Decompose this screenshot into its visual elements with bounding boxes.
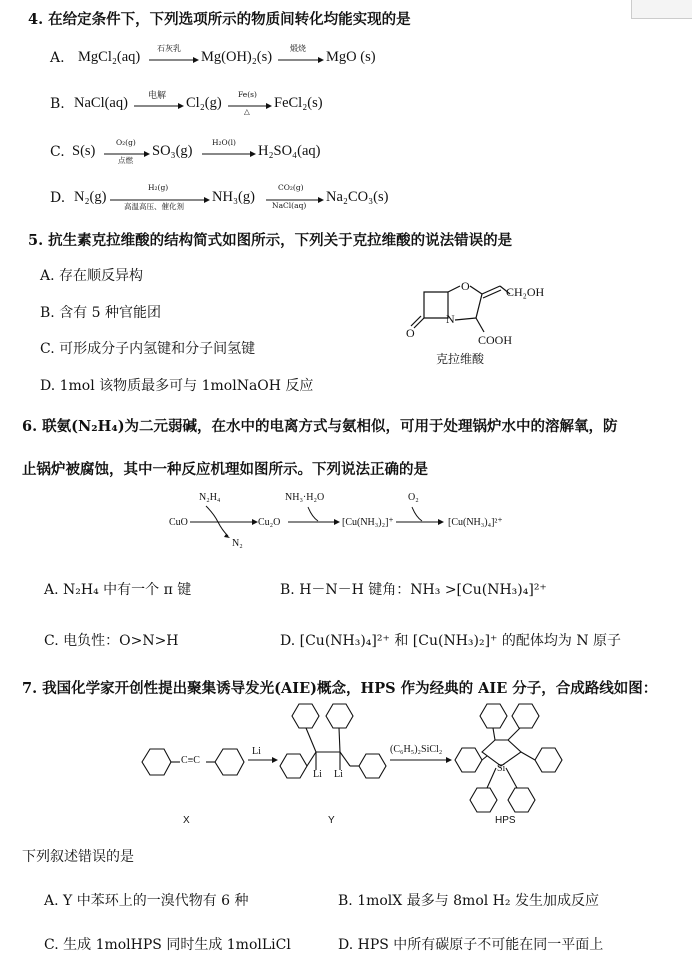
condition-2: CO₂(g) [278, 183, 304, 192]
option-letter: C. [50, 144, 65, 160]
nh3h2o-label: NH₃·H₂O [285, 492, 325, 503]
ch2oh-label: CH₂OH [506, 285, 545, 299]
product: Na₂CO₃(s) [326, 189, 389, 205]
n2-label: N₂ [232, 538, 243, 549]
q6-option-c[interactable]: C. 电负性：O>N>H [44, 633, 179, 649]
intermediate: SO₃(g) [152, 143, 193, 159]
q7-option-b[interactable]: B. 1molX 最多与 8mol H₂ 发生加成反应 [338, 893, 599, 909]
arrow-icon [134, 102, 184, 110]
li-atom-2: Li [334, 769, 343, 780]
condition-2b: △ [244, 107, 250, 116]
product: FeCl₂(s) [274, 95, 323, 111]
si-atom-label: Si [497, 763, 506, 774]
q5-stem: 5. 抗生素克拉维酸的结构简式如图所示，下列关于克拉维酸的说法错误的是 [28, 232, 513, 249]
cuo-label: CuO [169, 517, 188, 528]
condition-1: 电解 [148, 91, 167, 101]
mechanism-arrow [288, 505, 342, 529]
condition-2: H₂O(l) [212, 138, 236, 147]
q7-sub-stem: 下列叙述错误的是 [22, 849, 134, 865]
li-atom-1: Li [313, 769, 322, 780]
reactant: NaCl(aq) [74, 95, 128, 111]
arrow-icon [228, 102, 272, 110]
arrow-icon [202, 150, 256, 158]
reactant: N₂(g) [74, 189, 107, 205]
condition-2: Fe(s) [238, 90, 257, 99]
intermediate: NH₃(g) [212, 189, 255, 205]
cooh-label: COOH [478, 333, 513, 347]
cu2o-label: Cu₂O [258, 517, 281, 528]
q7-stem: 7. 我国化学家开创性提出聚集诱导发光(AIE)概念，HPS 作为经典的 AIE 分子，合成路线如图： [22, 680, 658, 697]
cu-nh3-2-label: [Cu(NH₃)₂]⁺ [342, 517, 394, 528]
li-reagent-label: Li [252, 746, 261, 757]
o2-label: O₂ [408, 492, 419, 503]
condition-2: 煅烧 [290, 44, 306, 53]
q7-option-d[interactable]: D. HPS 中所有碳原子不可能在同一平面上 [338, 937, 604, 953]
compound-y-label: Y [328, 815, 335, 826]
q5-option-a[interactable]: A. 存在顺反异构 [40, 268, 144, 284]
option-letter: B. [50, 96, 65, 112]
keto-oxygen-label: O [406, 326, 415, 340]
option-letter: D. [50, 190, 66, 206]
q5-option-d[interactable]: D. 1mol 该物质最多可与 1molNaOH 反应 [40, 378, 314, 394]
q5-option-c[interactable]: C. 可形成分子内氢键和分子间氢键 [40, 341, 256, 357]
q6-option-a[interactable]: A. N₂H₄ 中有一个 π 键 [44, 582, 192, 598]
window-corner [631, 0, 692, 19]
arrow-icon [278, 56, 324, 64]
condition-1: 石灰乳 [157, 44, 181, 53]
product: H₂SO₄(aq) [258, 143, 321, 159]
option-letter: A. [50, 50, 65, 66]
q7-option-c[interactable]: C. 生成 1molHPS 同时生成 1molLiCl [44, 937, 291, 953]
mechanism-arrows [190, 504, 260, 540]
condition-1b: 高温高压、催化剂 [124, 202, 184, 211]
condition-2b: NaCl(aq) [272, 201, 307, 210]
intermediate: Mg(OH)₂(s) [201, 49, 273, 65]
q6-option-b[interactable]: B. H－N－H 键角：NH₃ >[Cu(NH₃)₄]²⁺ [280, 582, 547, 598]
alkyne-label: C≡C [181, 755, 200, 766]
q4-stem: 4. 在给定条件下，下列选项所示的物质间转化均能实现的是 [28, 11, 411, 28]
q7-option-a[interactable]: A. Y 中苯环上的一溴代物有 6 种 [44, 893, 249, 909]
reactant: MgCl₂(aq) [78, 49, 141, 65]
reactant: S(s) [72, 143, 96, 159]
product: MgO (s) [326, 49, 376, 65]
condition-1: H₂(g) [148, 183, 169, 192]
compound-hps-label: HPS [495, 815, 516, 826]
mechanism-arrow [396, 505, 446, 529]
condition-1: O₂(g) [116, 138, 136, 147]
ring-oxygen-label: O [461, 279, 470, 293]
n2h4-label: N₂H₄ [199, 492, 221, 503]
cu-nh3-4-label: [Cu(NH₃)₄]²⁺ [448, 517, 503, 528]
q5-option-b[interactable]: B. 含有 5 种官能团 [40, 305, 161, 321]
silicon-reagent-label: (C₆H₅)₂SiCl₂ [390, 744, 443, 755]
q6-option-d[interactable]: D. [Cu(NH₃)₄]²⁺ 和 [Cu(NH₃)₂]⁺ 的配体均为 N 原子 [280, 633, 622, 649]
arrow-icon [149, 56, 199, 64]
condition-1b: 点燃 [118, 156, 133, 165]
q6-stem-line2: 止锅炉被腐蚀，其中一种反应机理如图所示。下列说法正确的是 [22, 461, 428, 478]
intermediate: Cl₂(g) [186, 95, 222, 111]
q6-stem-line1: 6. 联氨(N₂H₄)为二元弱碱，在水中的电离方式与氨相似，可用于处理锅炉水中的溶解氧，防 [22, 418, 618, 435]
nitrogen-label: N [446, 312, 455, 326]
compound-x-label: X [183, 815, 190, 826]
molecule-name: 克拉维酸 [436, 352, 485, 366]
